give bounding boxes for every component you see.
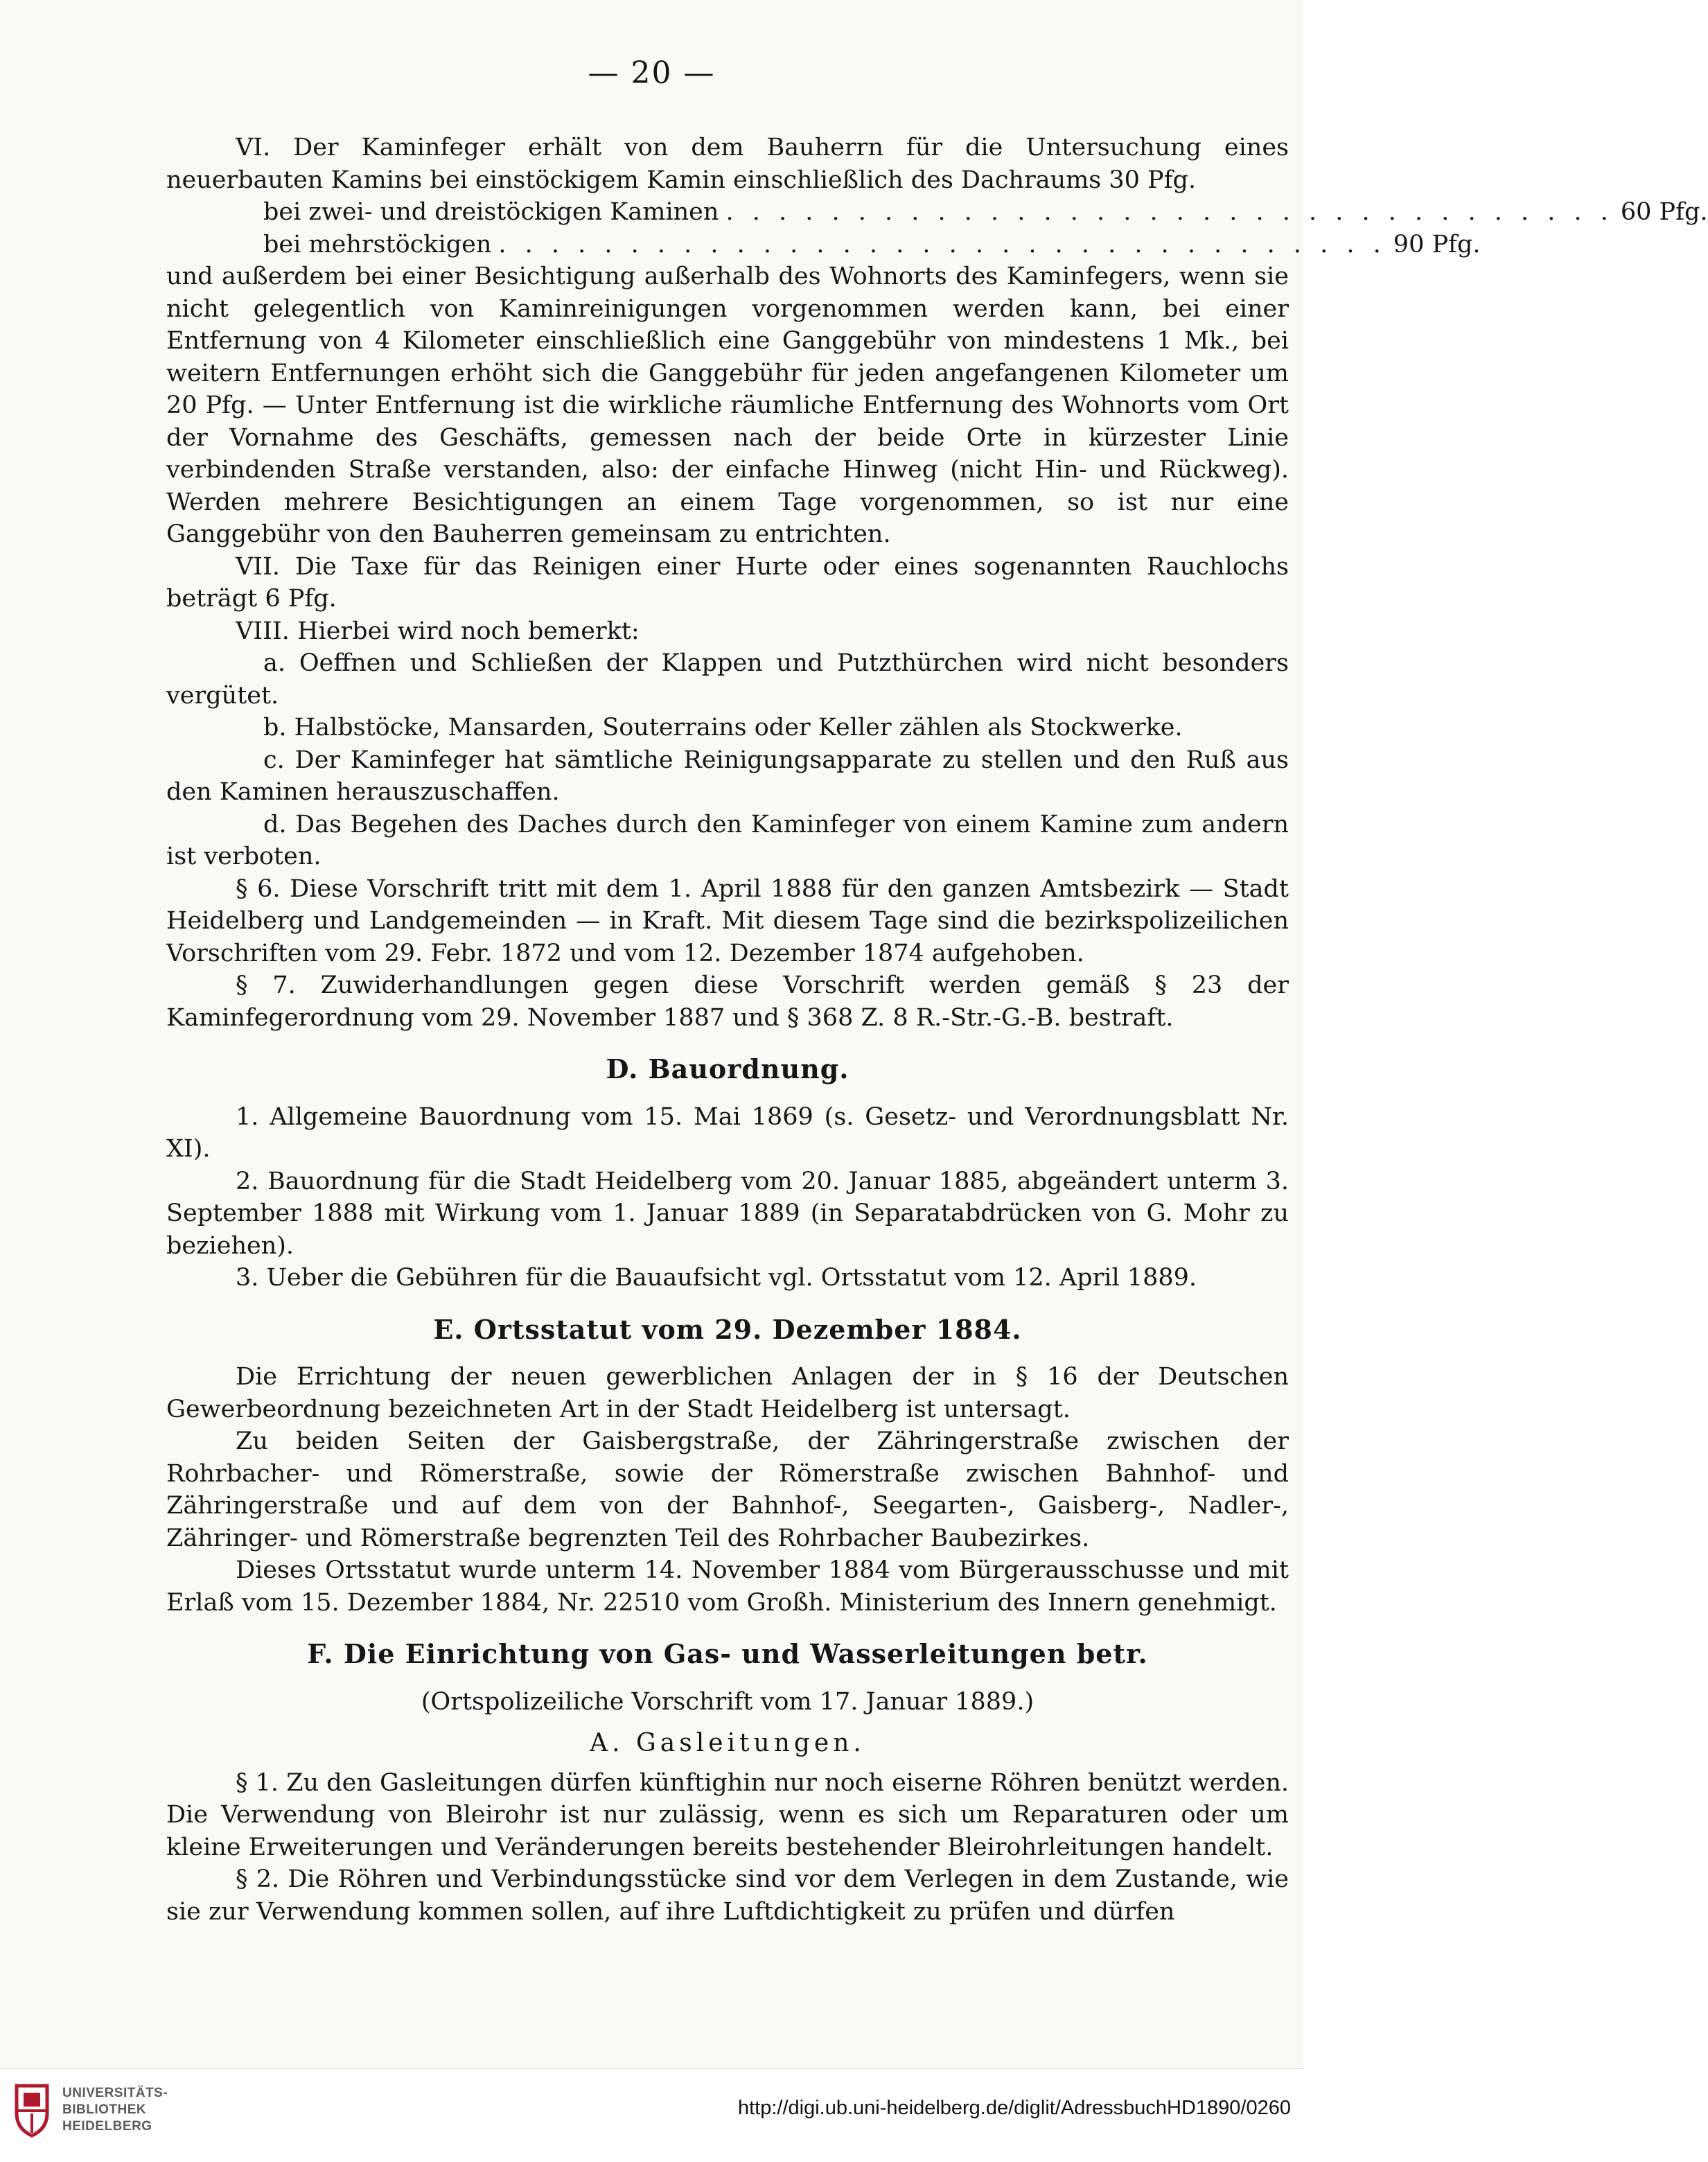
university-seal-icon	[12, 2083, 51, 2137]
text-paragraph: § 1. Zu den Gasleitungen dürfen künftighin nur noch eiserne Röhren benützt werden. Die Verwendung von Bleirohr ist nur zulässig, wenn es sich um Reparaturen oder um kleine Erweiterungen und Veränderungen bereits bestehender Bleirohrleitungen handelt.	[166, 1768, 1289, 1861]
text-paragraph: a. Oeffnen und Schließen der Klappen und Putzthürchen wird nicht besonders vergütet.	[166, 649, 1289, 710]
text-paragraph: d. Das Begehen des Daches durch den Kaminfeger von einem Kamine zum andern ist verboten.	[166, 810, 1289, 870]
text-paragraph: Die Errichtung der neuen gewerblichen Anlagen der in § 16 der Deutschen Gewerbeordnung bezeichneten Art in der Stadt Heidelberg ist untersagt.	[166, 1363, 1289, 1423]
library-name-line: UNIVERSITÄTS-	[62, 2086, 168, 2100]
viewer-footer	[0, 2068, 1303, 2162]
dot-leader: . . . . . . . . . . . . . . . . . . . . . . . . . . . . . . . . . .	[498, 230, 1386, 258]
text-paragraph: b. Halbstöcke, Mansarden, Souterrains oder Keller zählen als Stockwerke.	[263, 714, 1183, 741]
text-paragraph: VII. Die Taxe für das Reinigen einer Hurte oder eines sogenannten Rauchlochs beträgt 6 Pfg.	[166, 552, 1289, 613]
library-name-line: BIBLIOTHEK	[62, 2102, 147, 2117]
text-paragraph: VIII. Hierbei wird noch bemerkt:	[236, 617, 640, 645]
text-paragraph: § 2. Die Röhren und Verbindungsstücke sind vor dem Verlegen in dem Zustande, wie sie zur Verwendung kommen sollen, auf ihre Luftdichtigkeit zu prüfen und dürfen	[166, 1865, 1289, 1926]
section-heading: E. Ortsstatut vom 29. Dezember 1884.	[433, 1313, 1022, 1345]
text-paragraph: 1. Allgemeine Bauordnung vom 15. Mai 1869 (s. Gesetz- und Verordnungsblatt Nr. XI).	[166, 1102, 1289, 1163]
fee-amount: 60 Pfg.	[1620, 198, 1708, 226]
fee-row	[166, 229, 1481, 261]
section-heading: F. Die Einrichtung von Gas- und Wasserleitungen betr.	[307, 1638, 1148, 1669]
text-paragraph: § 7. Zuwiderhandlungen gegen diese Vorschrift werden gemäß § 23 der Kaminfegerordnung vom 29. November 1887 und § 368 Z. 8 R.-Str.-G.-B. bestraft.	[166, 972, 1289, 1032]
fee-amount: 90 Pfg.	[1393, 230, 1481, 258]
text-paragraph: 3. Ueber die Gebühren für die Bauaufsicht vgl. Ortsstatut vom 12. April 1889.	[236, 1264, 1197, 1292]
text-paragraph: Dieses Ortsstatut wurde unterm 14. November 1884 vom Bürgerausschusse und mit Erlaß vom 15. Dezember 1884, Nr. 22510 vom Großh. Ministerium des Innern genehmigt.	[166, 1556, 1289, 1617]
library-name-line: HEIDELBERG	[62, 2119, 152, 2134]
library-logo[interactable]	[12, 2083, 168, 2137]
text-paragraph: Zu beiden Seiten der Gaisbergstraße, der Zähringerstraße zwischen der Rohrbacher- und Römerstraße, sowie der Römerstraße zwischen Bahnhof- und Zähringerstraße und auf dem von der Bahnhof-, Seegarten-, Gaisberg-, Nadler-, Zähringer- und Römerstraße begrenzten Teil des Rohrbacher Baubezirkes.	[166, 1427, 1289, 1552]
text-paragraph: c. Der Kaminfeger hat sämtliche Reinigungsapparate zu stellen und den Ruß aus den Kaminen herauszuschaffen.	[166, 746, 1289, 806]
section-subtitle: (Ortspolizeiliche Vorschrift vom 17. Januar 1889.)	[421, 1687, 1035, 1716]
text-paragraph: § 6. Diese Vorschrift tritt mit dem 1. April 1888 für den ganzen Amtsbezirk — Stadt Heidelberg und Landgemeinden — in Kraft. Mit diesem Tage sind die bezirkspolizeilichen Vorschriften vom 29. Febr. 1872 und vom 12. Dezember 1874 aufgehoben.	[166, 875, 1289, 967]
permalink-url[interactable]: http://digi.ub.uni-heidelberg.de/diglit/AdressbuchHD1890/0260	[737, 2097, 1291, 2119]
text-paragraph: VI. Der Kaminfeger erhält von dem Bauherrn für die Untersuchung eines neuerbauten Kamins bei einstöckigem Kamin einschließlich des Dachraums 30 Pfg.	[166, 134, 1289, 194]
fee-row	[166, 196, 1708, 229]
page-number: — 20 —	[588, 55, 716, 91]
section-heading: D. Bauordnung.	[606, 1053, 849, 1084]
text-paragraph: und außerdem bei einer Besichtigung außerhalb des Wohnorts des Kaminfegers, wenn sie nicht gelegentlich von Kaminreinigungen vorgenommen werden kann, bei einer Entfernung von 4 Kilometer einschließlich eine Ganggebühr von mindestens 1 Mk., bei weitern Entfernungen erhöht sich die Ganggebühr für jeden angefangenen Kilometer um 20 Pfg. — Unter Entfernung ist die wirkliche räumliche Entfernung des Wohnorts vom Ort der Vornahme des Geschäfts, gemessen nach der beide Orte in kürzester Linie verbindenden Straße verstanden, also: der einfache Hinweg (nicht Hin- und Rückweg). Werden mehrere Besichtigungen an einem Tage vorgenommen, so ist nur eine Ganggebühr von den Bauherren gemeinsam zu entrichten.	[166, 263, 1289, 548]
dot-leader: . . . . . . . . . . . . . . . . . . . . . . . . . . . . . . . . . .	[725, 198, 1614, 226]
page-text	[166, 132, 1708, 1928]
fee-label: bei zwei- und dreistöckigen Kaminen	[263, 198, 719, 226]
text-paragraph: 2. Bauordnung für die Stadt Heidelberg vom 20. Januar 1885, abgeändert unterm 3. September 1888 mit Wirkung vom 1. Januar 1889 (in Separatabdrücken von G. Mohr zu beziehen).	[166, 1167, 1289, 1260]
fee-label: bei mehrstöckigen	[263, 230, 492, 258]
subsection-heading: A. Gasleitungen.	[590, 1729, 865, 1757]
library-name	[62, 2085, 168, 2135]
